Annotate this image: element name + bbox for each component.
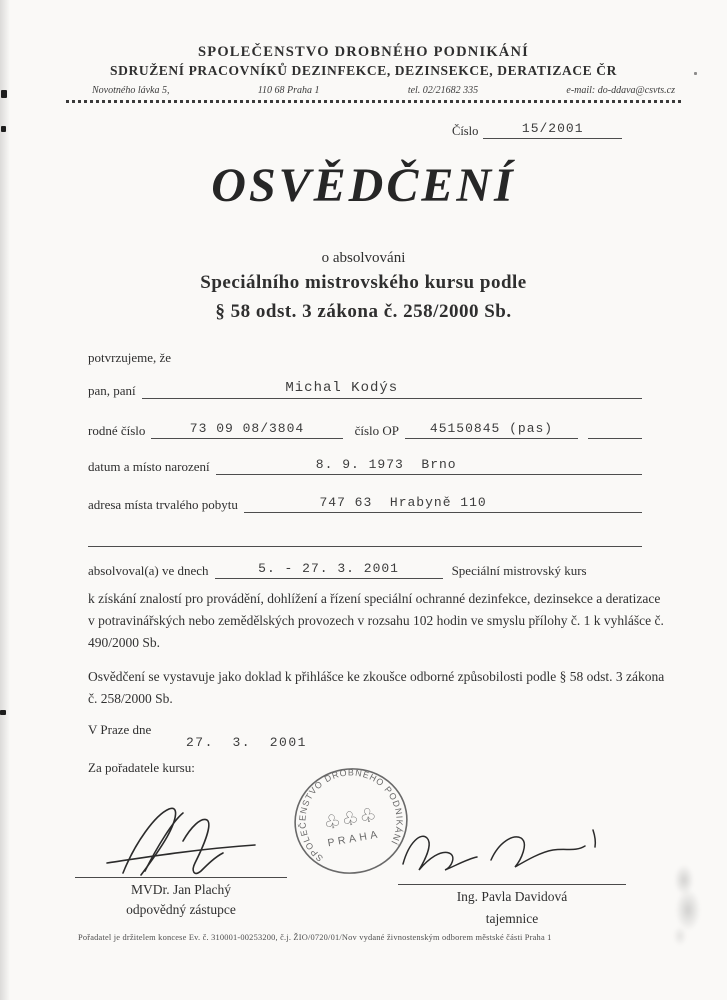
certificate-number-label: Číslo	[452, 124, 479, 138]
name-line	[142, 362, 642, 399]
signature-left	[95, 803, 345, 881]
footer-license-text: Pořadatel je držitelem koncese Ev. č. 310001-00253200, č.j. ŽIO/0720/01/Nov vydané živnostenským odborem městské části Praha 1	[78, 933, 552, 942]
confirm-text: potvrzujeme, že	[88, 350, 172, 365]
signature-left-role: odpovědný zástupce	[126, 902, 236, 917]
certificate-number-line	[483, 116, 622, 139]
stamp-city: PRAHA	[326, 828, 382, 850]
subtitle-completion: o absolvováni	[321, 250, 406, 266]
trailing-line	[588, 416, 642, 439]
scan-speck	[1, 90, 7, 98]
residence-label: adresa místa trvalého pobytu	[88, 497, 238, 512]
birth-line	[216, 452, 642, 475]
scan-edge-band	[0, 0, 10, 1000]
contact-email: e-mail: do-ddava@csvts.cz	[566, 85, 675, 96]
attended-line	[215, 556, 443, 579]
contact-address: Novotného lávka 5,	[92, 85, 170, 96]
id-card-value: 45150845 (pas)	[429, 421, 554, 436]
signature-right	[395, 826, 610, 882]
certificate-number-value: 15/2001	[521, 121, 584, 136]
contact-city: 110 68 Praha 1	[257, 85, 320, 96]
name-label: pan, paní	[88, 383, 136, 398]
letterhead-separator	[66, 100, 681, 103]
id-card-label: číslo OP	[354, 423, 400, 438]
signature-right-line	[398, 884, 626, 885]
stamp-logo: ♧♧♧	[322, 803, 380, 835]
purpose-paragraph: Osvědčení se vystavuje jako doklad k přihlášce ke zkoušce odborné způsobilosti podle § 58 odst. 3 zákona č. 258/2000 Sb.	[88, 669, 665, 706]
birth-label: datum a místo narození	[88, 459, 210, 474]
attended-suffix: Speciální mistrovský kurs	[451, 563, 587, 578]
place-date-label: V Praze dne	[88, 722, 152, 737]
signature-right-role: tajemnice	[485, 911, 539, 926]
birth-number-value: 73 09 08/3804	[189, 421, 305, 436]
org-name-line2: SDRUŽENÍ PRACOVNÍKŮ DEZINFEKCE, DEZINSEKCE, DERATIZACE ČR	[110, 63, 617, 78]
birth-number-label: rodné číslo	[88, 423, 146, 438]
birth-number-line	[151, 416, 342, 439]
subtitle-law: § 58 odst. 3 zákona č. 258/2000 Sb.	[215, 301, 512, 322]
certificate-title: OSVĚDČENÍ	[211, 159, 516, 212]
residence-line	[244, 490, 642, 513]
blank-row	[88, 524, 642, 547]
scan-speck	[1, 126, 6, 132]
subtitle-course: Speciálního mistrovského kursu podle	[200, 272, 527, 293]
contact-phone: tel. 02/21682 335	[407, 85, 479, 96]
residence-value: 747 63 Hrabyně 110	[319, 495, 487, 510]
blank-line	[88, 524, 642, 547]
attended-row	[88, 556, 642, 579]
signature-left-name: MVDr. Jan Plachý	[130, 882, 232, 897]
scan-speck	[0, 710, 6, 715]
stamp-ring-text: SPOLEČENSTVO DROBNÉHO PODNIKÁNÍ	[297, 767, 405, 864]
letterhead-contact-row	[92, 85, 675, 96]
signature-left-line	[75, 877, 287, 878]
certificate-number-row	[452, 116, 622, 139]
birth-value: 8. 9. 1973 Brno	[315, 457, 457, 472]
signature-right-name: Ing. Pavla Davidová	[456, 889, 568, 904]
residence-row	[88, 490, 642, 513]
birth-row	[88, 452, 642, 475]
name-value: Michal Kodýs	[285, 380, 399, 396]
attended-value: 5. - 27. 3. 2001	[258, 561, 399, 576]
name-row	[88, 362, 642, 399]
place-date-value: 27. 3. 2001	[186, 735, 307, 750]
attended-label: absolvoval(a) ve dnech	[88, 563, 209, 578]
course-paragraph: k získání znalostí pro provádění, dohlížení a řízení speciální ochranné dezinfekce, dezinsekce a deratizace v potravinářských nebo zemědělských provozech v rozsahu 102 hodin ve smyslu přílohy č. 1 k vyhlášce č. 490/2000 Sb.	[88, 591, 664, 650]
org-name-line1: SPOLEČENSTVO DROBNÉHO PODNIKÁNÍ	[198, 44, 529, 60]
id-card-line	[405, 416, 578, 439]
organizer-label: Za pořadatele kursu:	[88, 760, 195, 775]
birth-number-row	[88, 416, 642, 439]
